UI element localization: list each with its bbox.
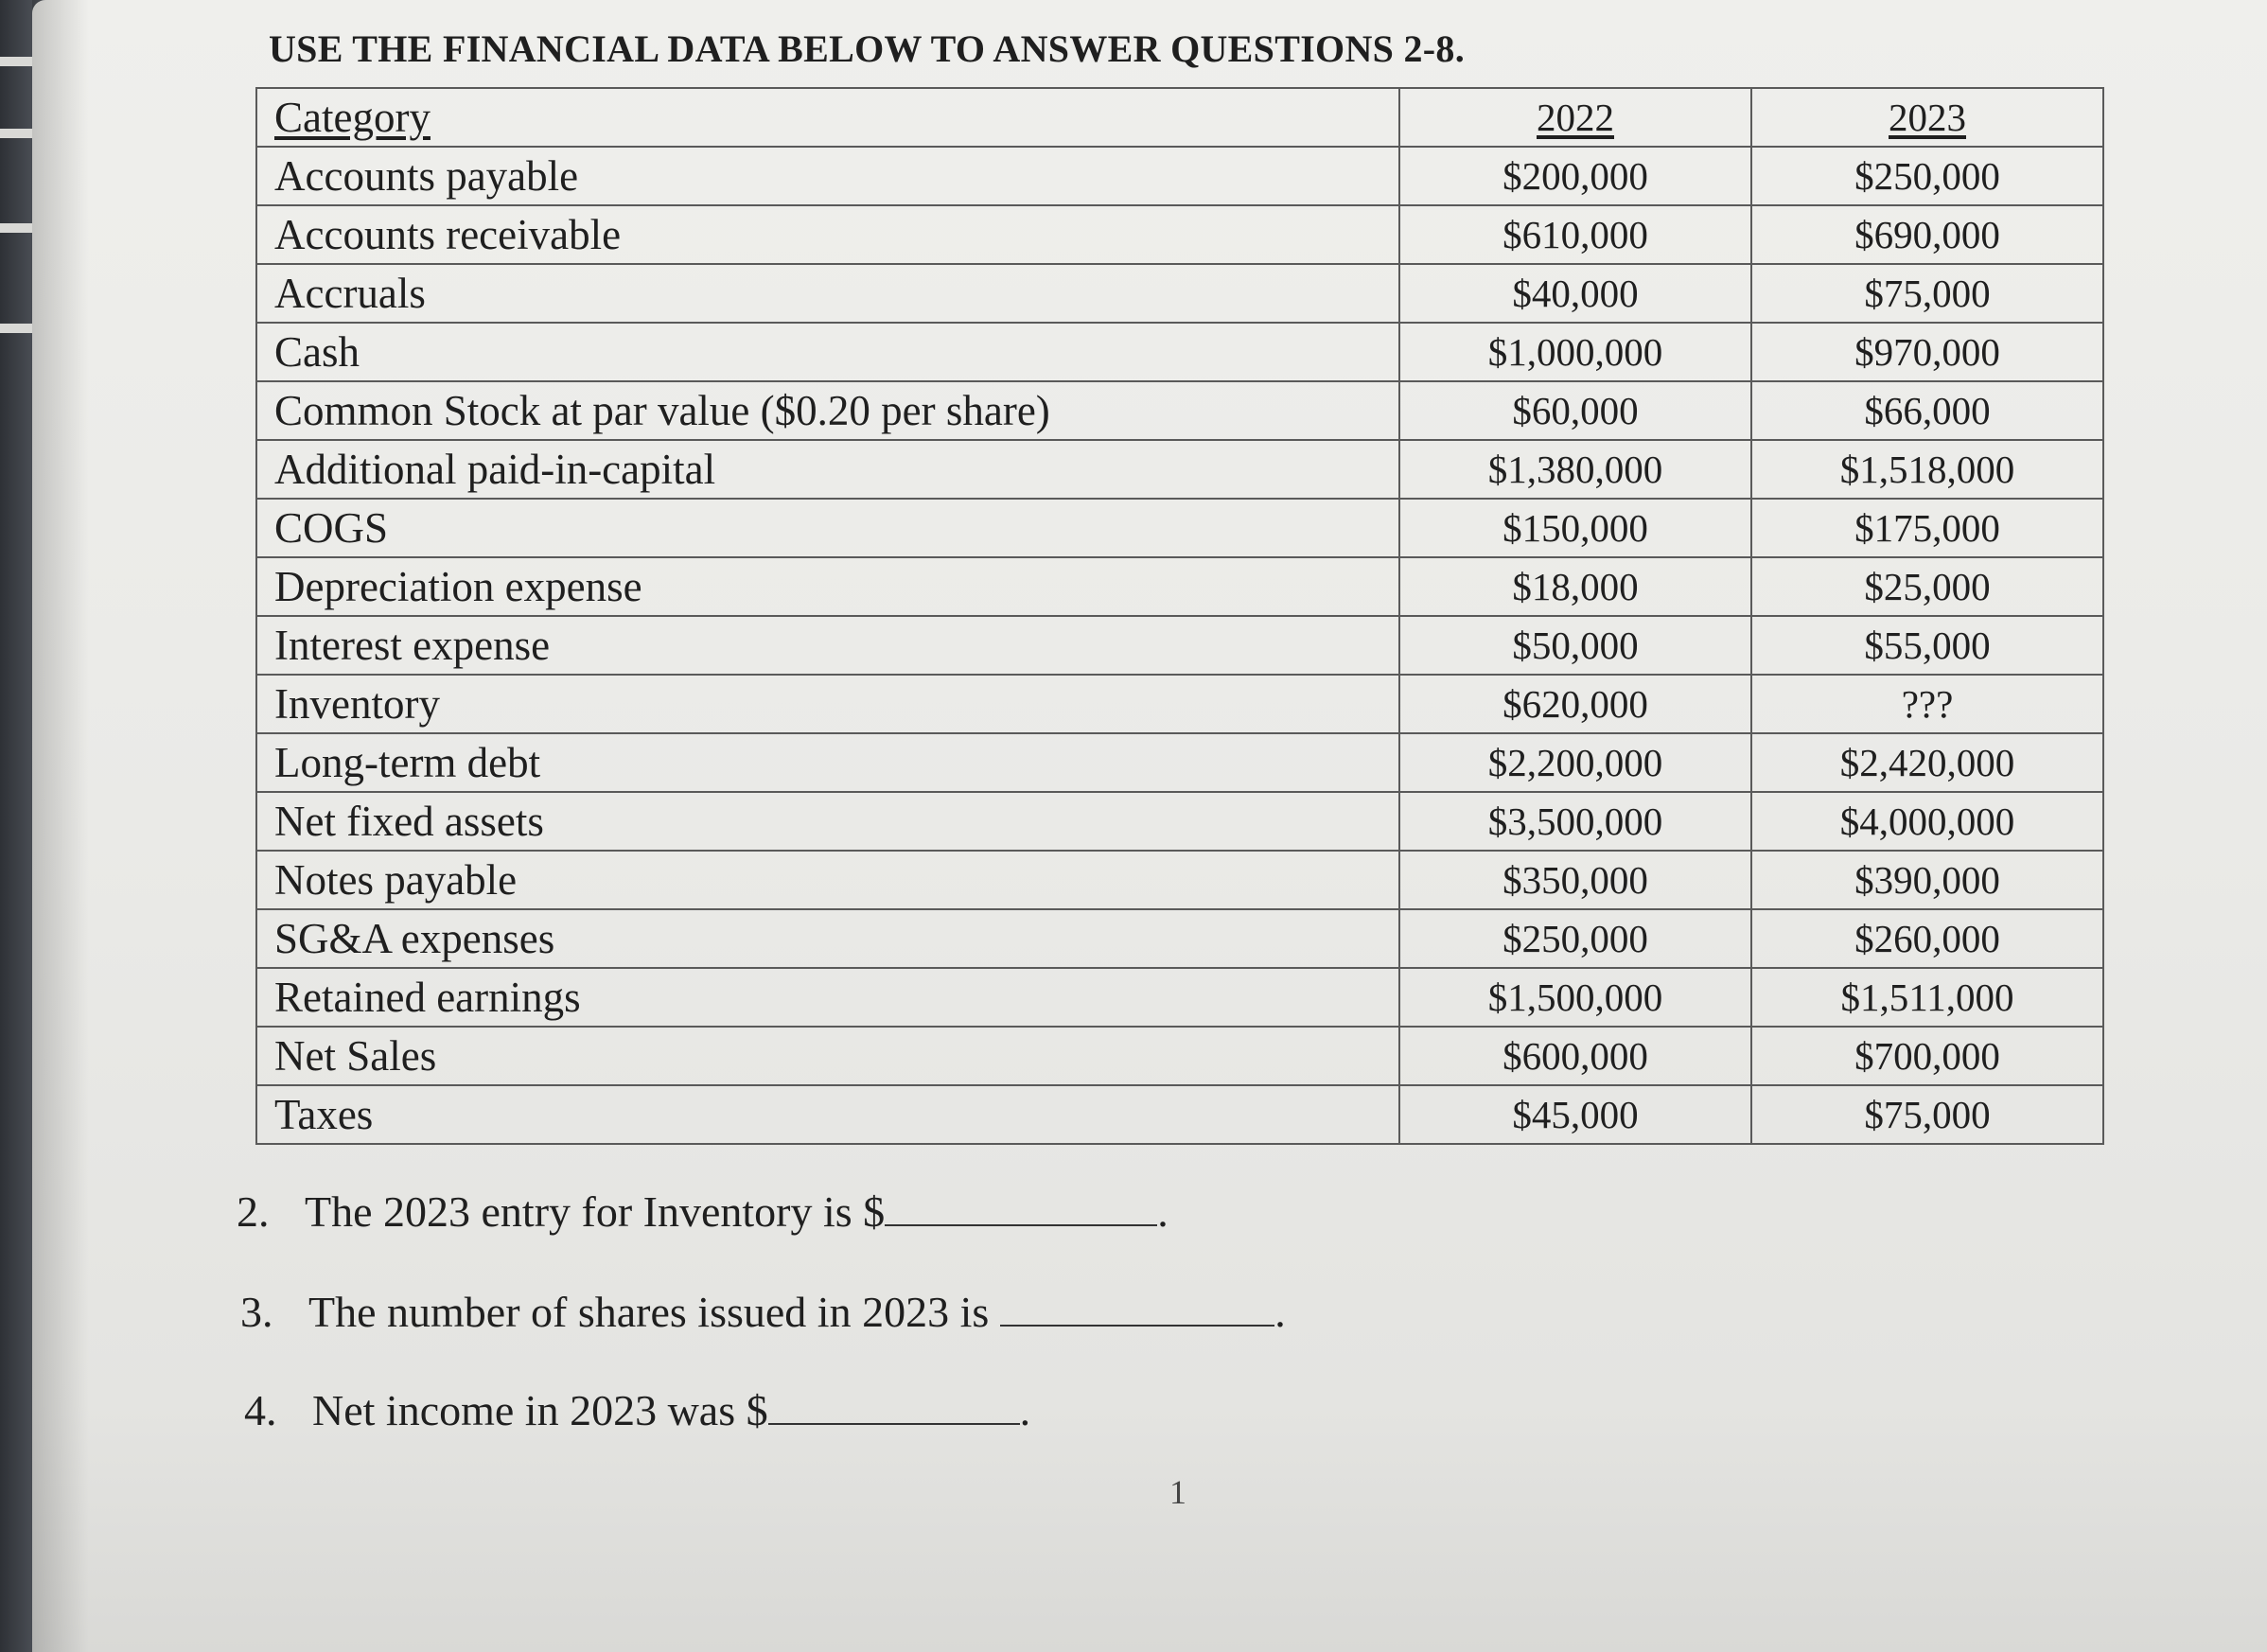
value-2022-cell: $1,380,000 — [1399, 440, 1751, 499]
category-cell: Net fixed assets — [256, 792, 1399, 851]
category-cell: Accruals — [256, 264, 1399, 323]
value-2022-cell: $150,000 — [1399, 499, 1751, 557]
category-cell: Additional paid-in-capital — [256, 440, 1399, 499]
value-2023-cell: ??? — [1751, 675, 2103, 733]
answer-blank-inventory[interactable] — [885, 1192, 1157, 1226]
question-number: 2. — [237, 1187, 270, 1236]
value-2023-cell: $25,000 — [1751, 557, 2103, 616]
financial-data-table — [255, 87, 2104, 1145]
value-2023-cell: $75,000 — [1751, 264, 2103, 323]
table-row — [256, 323, 2103, 381]
header-2022: 2022 — [1399, 88, 1751, 147]
category-cell: Common Stock at par value ($0.20 per share) — [256, 381, 1399, 440]
question-suffix: . — [1274, 1288, 1286, 1336]
question-number: 3. — [240, 1288, 273, 1336]
question-3 — [240, 1287, 1286, 1337]
value-2023-cell: $75,000 — [1751, 1085, 2103, 1144]
value-2023-cell: $66,000 — [1751, 381, 2103, 440]
question-number: 4. — [244, 1386, 277, 1434]
value-2023-cell: $1,511,000 — [1751, 968, 2103, 1027]
category-cell: Long-term debt — [256, 733, 1399, 792]
value-2023-cell: $390,000 — [1751, 851, 2103, 909]
value-2022-cell: $2,200,000 — [1399, 733, 1751, 792]
question-text: The 2023 entry for Inventory is $ — [305, 1187, 886, 1236]
value-2023-cell: $1,518,000 — [1751, 440, 2103, 499]
value-2022-cell: $610,000 — [1399, 205, 1751, 264]
question-suffix: . — [1157, 1187, 1169, 1236]
table-row — [256, 205, 2103, 264]
page-number: 1 — [1169, 1473, 1186, 1511]
value-2022-cell: $18,000 — [1399, 557, 1751, 616]
table-row — [256, 851, 2103, 909]
value-2022-cell: $40,000 — [1399, 264, 1751, 323]
value-2022-cell: $1,500,000 — [1399, 968, 1751, 1027]
value-2022-cell: $620,000 — [1399, 675, 1751, 733]
category-cell: Taxes — [256, 1085, 1399, 1144]
value-2023-cell: $690,000 — [1751, 205, 2103, 264]
table-row — [256, 968, 2103, 1027]
table-row — [256, 616, 2103, 675]
value-2022-cell: $250,000 — [1399, 909, 1751, 968]
value-2023-cell: $700,000 — [1751, 1027, 2103, 1085]
value-2022-cell: $350,000 — [1399, 851, 1751, 909]
question-text: Net income in 2023 was $ — [312, 1386, 768, 1434]
value-2022-cell: $50,000 — [1399, 616, 1751, 675]
value-2023-cell: $4,000,000 — [1751, 792, 2103, 851]
category-cell: Depreciation expense — [256, 557, 1399, 616]
value-2023-cell: $970,000 — [1751, 323, 2103, 381]
table-row — [256, 1085, 2103, 1144]
category-cell: Notes payable — [256, 851, 1399, 909]
header-category: Category — [256, 88, 1399, 147]
table-row — [256, 557, 2103, 616]
answer-blank-shares[interactable] — [1000, 1292, 1274, 1327]
question-2 — [237, 1186, 1169, 1237]
table-row — [256, 675, 2103, 733]
value-2022-cell: $60,000 — [1399, 381, 1751, 440]
value-2022-cell: $600,000 — [1399, 1027, 1751, 1085]
question-text: The number of shares issued in 2023 is — [308, 1288, 990, 1336]
instructions-heading: USE THE FINANCIAL DATA BELOW TO ANSWER QUESTIONS 2-8. — [269, 27, 1466, 70]
category-cell: Interest expense — [256, 616, 1399, 675]
table-row — [256, 909, 2103, 968]
category-cell: Inventory — [256, 675, 1399, 733]
question-4 — [244, 1385, 1030, 1435]
table-header-row — [256, 88, 2103, 147]
value-2023-cell: $55,000 — [1751, 616, 2103, 675]
category-cell: Accounts receivable — [256, 205, 1399, 264]
header-2023: 2023 — [1751, 88, 2103, 147]
table-row — [256, 733, 2103, 792]
table-row — [256, 1027, 2103, 1085]
value-2023-cell: $260,000 — [1751, 909, 2103, 968]
category-cell: Retained earnings — [256, 968, 1399, 1027]
category-cell: Cash — [256, 323, 1399, 381]
table-row — [256, 792, 2103, 851]
value-2023-cell: $175,000 — [1751, 499, 2103, 557]
value-2023-cell: $250,000 — [1751, 147, 2103, 205]
value-2022-cell: $45,000 — [1399, 1085, 1751, 1144]
table-row — [256, 499, 2103, 557]
value-2023-cell: $2,420,000 — [1751, 733, 2103, 792]
category-cell: Accounts payable — [256, 147, 1399, 205]
table-row — [256, 264, 2103, 323]
table-row — [256, 440, 2103, 499]
value-2022-cell: $3,500,000 — [1399, 792, 1751, 851]
category-cell: SG&A expenses — [256, 909, 1399, 968]
table-row — [256, 381, 2103, 440]
value-2022-cell: $1,000,000 — [1399, 323, 1751, 381]
question-suffix: . — [1019, 1386, 1031, 1434]
table-row — [256, 147, 2103, 205]
category-cell: Net Sales — [256, 1027, 1399, 1085]
category-cell: COGS — [256, 499, 1399, 557]
answer-blank-net-income[interactable] — [768, 1391, 1020, 1425]
value-2022-cell: $200,000 — [1399, 147, 1751, 205]
